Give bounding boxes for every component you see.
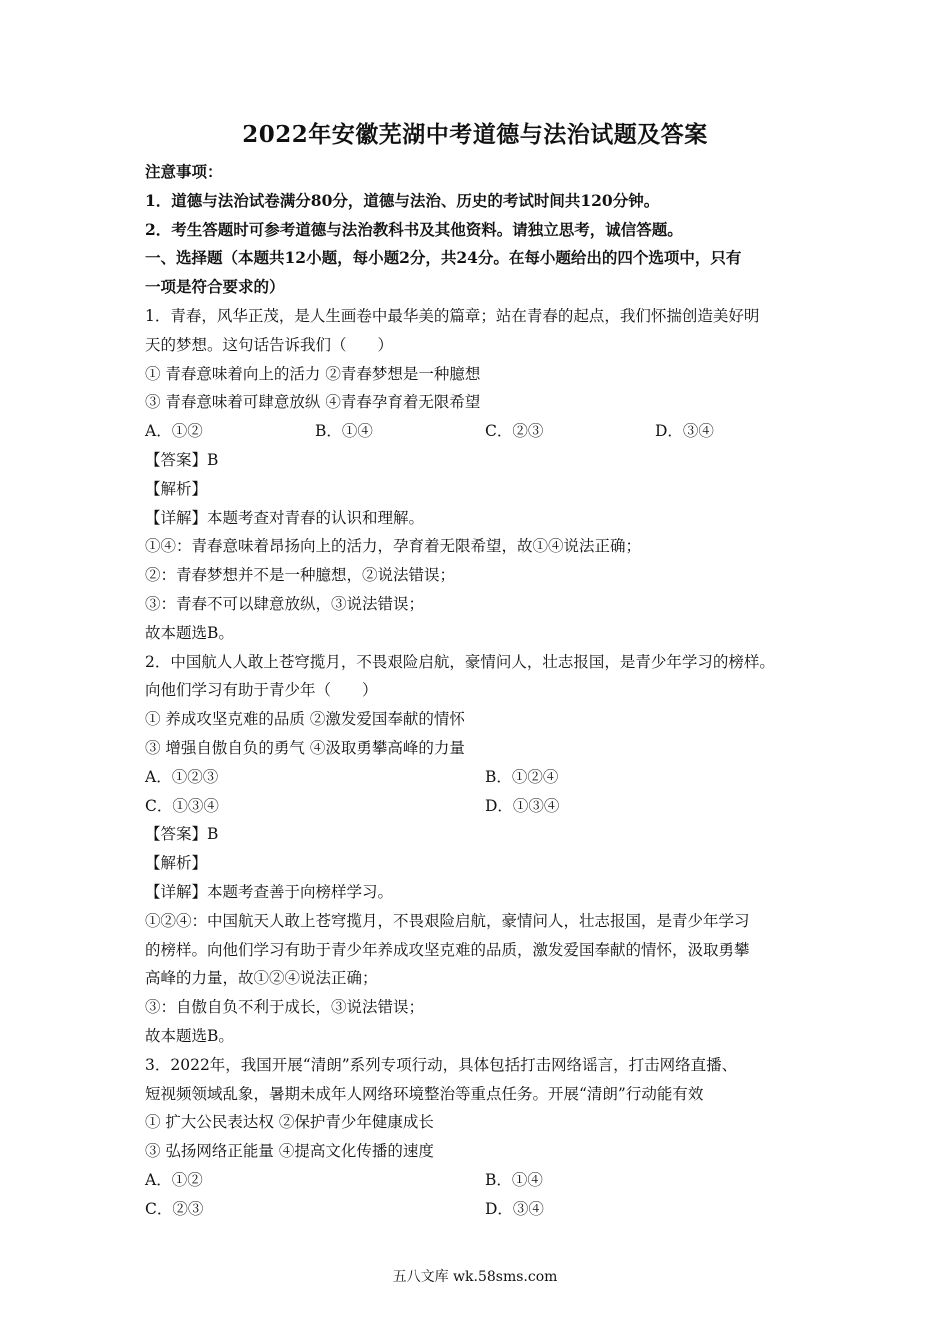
q2-option-b: B．①②④ xyxy=(485,767,559,786)
q1-answer: 【答案】B xyxy=(145,450,219,469)
q1-explanation-2: ②：青春梦想并不是一种臆想，②说法错误； xyxy=(145,566,456,585)
q1-explanation-3: ③：青春不可以肆意放纵，③说法错误； xyxy=(145,594,425,613)
q1-option-b: B．①④ xyxy=(315,422,373,441)
q1-option-d: D．③④ xyxy=(655,422,714,441)
section-heading-line-2: 一项是符合要求的） xyxy=(145,277,285,297)
q2-option-d: D．①③④ xyxy=(485,796,560,815)
q2-detail: 【详解】本题考查善于向榜样学习。 xyxy=(145,882,394,901)
q1-detail: 【详解】本题考查对青春的认识和理解。 xyxy=(145,508,425,527)
q2-options-row-2 xyxy=(145,792,825,821)
q3-options-row-2 xyxy=(145,1195,825,1224)
q2-explanation-1: ①②④：中国航天人敢上苍穹揽月，不畏艰险启航，豪情问人，壮志报国，是青少年学习 xyxy=(145,911,750,930)
q2-options-row-1 xyxy=(145,763,825,792)
document-body xyxy=(145,158,825,1223)
q2-statement-1: ① 养成攻坚克难的品质 ②激发爱国奉献的情怀 xyxy=(145,710,465,729)
q2-option-c: C．①③④ xyxy=(145,796,219,815)
q2-answer: 【答案】B xyxy=(145,825,219,844)
q1-options xyxy=(145,417,825,446)
q3-option-d: D．③④ xyxy=(485,1199,544,1218)
q2-analysis-label: 【解析】 xyxy=(145,854,208,873)
q2-option-a: A．①②③ xyxy=(145,767,219,786)
q1-statement-2: ③ 青春意味着可肆意放纵 ④青春孕育着无限希望 xyxy=(145,393,481,412)
q2-statement-2: ③ 增强自傲自负的勇气 ④汲取勇攀高峰的力量 xyxy=(145,738,465,757)
q3-option-b: B．①④ xyxy=(485,1170,543,1189)
notice-heading: 注意事项： xyxy=(145,162,223,181)
q2-stem-line-1: 2．中国航人人敢上苍穹揽月，不畏艰险启航，豪情问人，壮志报国，是青少年学习的榜样。 xyxy=(145,652,775,671)
q1-explanation-1: ①④：青春意味着昂扬向上的活力，孕育着无限希望，故①④说法正确； xyxy=(145,537,642,556)
q3-options-row-1 xyxy=(145,1166,825,1195)
q1-stem-line-2: 天的梦想。这句话告诉我们（ ） xyxy=(145,335,394,354)
q2-explanation-4: ③：自傲自负不利于成长，③说法错误； xyxy=(145,998,425,1017)
page-title: 2022年安徽芜湖中考道德与法治试题及答案 xyxy=(242,121,708,148)
q3-stem-line-2: 短视频领域乱象，暑期未成年人网络环境整治等重点任务。开展“清朗”行动能有效 xyxy=(145,1084,704,1103)
q2-explanation-2: 的榜样。向他们学习有助于青少年养成攻坚克难的品质，激发爱国奉献的情怀，汲取勇攀 xyxy=(145,940,750,959)
q2-explanation-3: 高峰的力量，故①②④说法正确； xyxy=(145,969,378,988)
notice-item-2: 2．考生答题时可参考道德与法治教科书及其他资料。请独立思考，诚信答题。 xyxy=(145,219,683,239)
q1-option-a: A．①② xyxy=(145,422,203,441)
q3-option-a: A．①② xyxy=(145,1170,203,1189)
q3-statement-1: ① 扩大公民表达权 ②保护青少年健康成长 xyxy=(145,1113,434,1132)
q2-stem-line-2: 向他们学习有助于青少年（ ） xyxy=(145,681,378,700)
q1-conclusion: 故本题选B。 xyxy=(145,623,234,642)
q1-stem-line-1: 1．青春，风华正茂，是人生画卷中最华美的篇章；站在青春的起点，我们怀揣创造美好明 xyxy=(145,306,760,325)
q2-conclusion: 故本题选B。 xyxy=(145,1026,234,1045)
q3-statement-2: ③ 弘扬网络正能量 ④提高文化传播的速度 xyxy=(145,1142,434,1161)
q3-option-c: C．②③ xyxy=(145,1199,204,1218)
q1-statement-1: ① 青春意味着向上的活力 ②青春梦想是一种臆想 xyxy=(145,364,481,383)
notice-item-1: 1．道德与法治试卷满分80分，道德与法治、历史的考试时间共120分钟。 xyxy=(145,190,660,210)
q1-analysis-label: 【解析】 xyxy=(145,479,208,498)
page-footer: 五八文库 wk.58sms.com xyxy=(392,1269,558,1285)
section-heading-line-1: 一、选择题（本题共12小题，每小题2分，共24分。在每小题给出的四个选项中，只有 xyxy=(145,248,742,268)
q3-stem-line-1: 3．2022年，我国开展“清朗”系列专项行动，具体包括打击网络谣言，打击网络直播、 xyxy=(145,1055,738,1074)
q1-option-c: C．②③ xyxy=(485,422,544,441)
